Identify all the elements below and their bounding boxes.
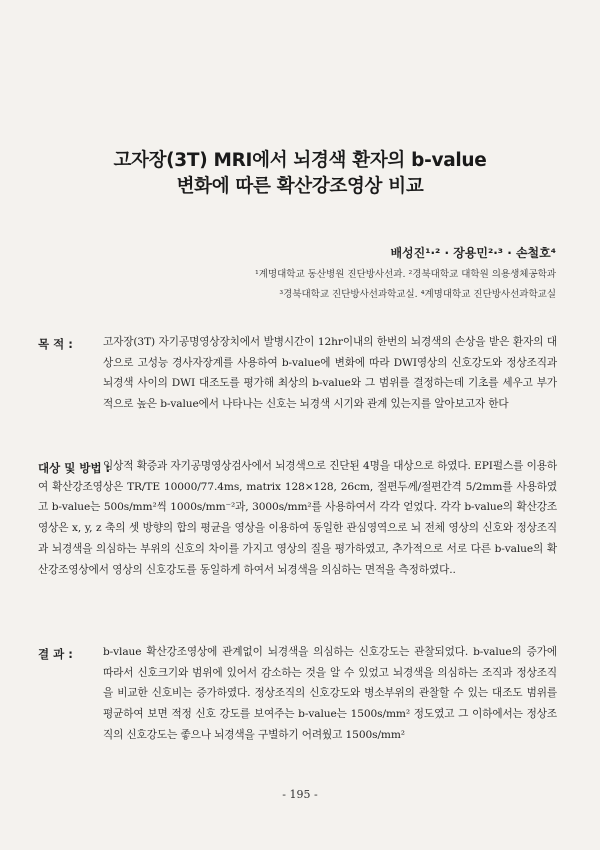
- section-body-results: b-vlaue 확산강조영상에 관계없이 뇌경색을 의심하는 신호강도는 관찰되었다. b-value의 증가에 따라서 신호크기와 범위에 있어서 감소하는 것을 알 수 있었고 뇌경색을 의심하는 조직과 정상조직을 비교한 신호비는 증가하였다. 정상조직의 신호강도와 병소부위의 관찰할 수 있는 대조도 범위를 평균하여 보면 적정 신호 강도를 보여주는 b-value는 1500s/mm² 정도였고 그 이하에서는 정상조직의 신호강도는 좋으나 뇌경색을 구별하기 어려웠고 1500s/mm²: [103, 646, 557, 741]
- section-body-methods: 임상적 확증과 자기공명영상검사에서 뇌경색으로 진단된 4명을 대상으로 하였다. EPI펄스를 이용하여 확산강조영상은 TR/TE 10000/77.4ms, matrix 128×128, 26cm, 절편두께/절편간격 5/2mm를 사용하였고 b-value는 500s/mm²씩 1000s/mm⁻²과, 3000s/mm²를 사용하여서 각각 얻었다. 각각 b-value의 확산강조영상은 x, y, z 축의 셋 방향의 합의 평균을 영상을 이용하여 동일한 관심영역으로 뇌 전체 영상의 신호와 정상조직과 뇌경색을 의심하는 부위의 신호의 차이를 가지고 영상의 질을 평가하였고, 추가적으로 서로 다른 b-value의 확산강조영상에서 영상의 신호강도를 동일하게 하여서 뇌경색을 의심하는 면적을 측정하였다..: [38, 460, 557, 576]
- title-line-2: 변화에 따른 확산강조영상 비교: [176, 176, 424, 197]
- authors: 배성진¹·² · 장용민²·³ · 손철호⁴: [390, 246, 556, 260]
- section-body-purpose: 고자장(3T) 자기공명영상장치에서 발병시간이 12hr이내의 한번의 뇌경색의 손상을 받은 환자의 대상으로 고성능 경사자장계를 사용하여 b-value에 변화에 따라 DWI영상의 신호강도와 정상조직과 뇌경색 사이의 DWI 대조도를 평가해 최상의 b-value와 그 범위를 결정하는데 기초를 세우고 부가적으로 높은 b-value에서 나타나는 신호는 뇌경색 시기와 관계 있는지를 알아보고자 한다: [103, 336, 557, 411]
- page-number: - 195 -: [282, 788, 318, 801]
- section-label-methods: 대상 및 방법 :: [38, 461, 111, 475]
- affiliation-line-2: ³경북대학교 진단방사선과학교실. ⁴계명대학교 진단방사선과학교실: [279, 289, 556, 300]
- affiliation-line-1: ¹계명대학교 동산병원 진단방사선과. ²경북대학교 대학원 의용생체공학과: [254, 269, 556, 280]
- section-label-purpose: 목 적 :: [38, 337, 73, 351]
- title-line-1: 고자장(3T) MRI에서 뇌경색 환자의 b-value: [113, 150, 487, 171]
- section-label-results: 결 과 :: [38, 647, 73, 661]
